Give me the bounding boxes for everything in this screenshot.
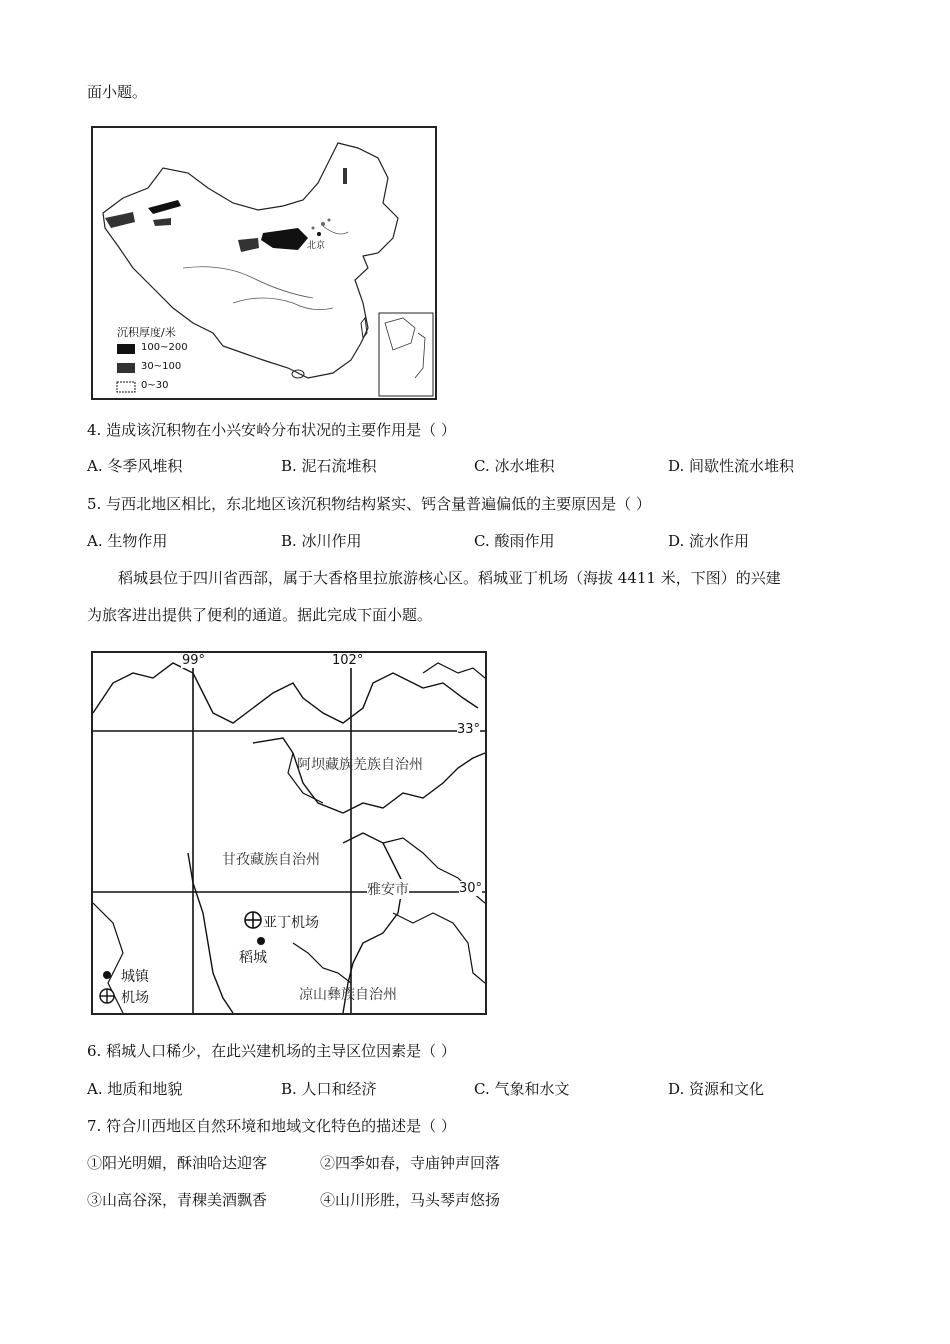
china-outline-graphic bbox=[93, 128, 435, 398]
legend-airport-label: 机场 bbox=[121, 990, 149, 1006]
legend-town-icon bbox=[103, 971, 111, 979]
q4-option-a[interactable]: A. 冬季风堆积 bbox=[87, 457, 183, 475]
label-lon-102: 102° bbox=[332, 653, 364, 668]
map1-legend-title: 沉积厚度/米 bbox=[117, 326, 176, 339]
intro-tail: 面小题。 bbox=[87, 83, 148, 101]
beijing-label: 北京 bbox=[307, 241, 326, 251]
q5-option-c[interactable]: C. 酸雨作用 bbox=[474, 532, 555, 550]
legend-swatch-thin bbox=[117, 382, 135, 392]
passage-line-2: 为旅客进出提供了便利的通道。据此完成下面小题。 bbox=[87, 606, 433, 624]
label-yading-airport: 亚丁机场 bbox=[263, 915, 319, 931]
map1-legend-label: 100~200 bbox=[141, 342, 188, 353]
q4-option-c[interactable]: C. 冰水堆积 bbox=[474, 457, 555, 475]
q7-item-1: ①阳光明媚，酥油哈达迎客 bbox=[87, 1154, 268, 1172]
sichuan-outline-graphic bbox=[93, 653, 485, 1013]
q6-option-a[interactable]: A. 地质和地貌 bbox=[87, 1080, 183, 1098]
deposit-thick-loess-plateau bbox=[261, 228, 308, 250]
q6-stem: 6. 稻城人口稀少，在此兴建机场的主导区位因素是（ ） bbox=[87, 1042, 456, 1060]
label-ganzi: 甘孜藏族自治州 bbox=[222, 852, 320, 868]
beijing-dot bbox=[317, 232, 321, 236]
south-china-sea-inset bbox=[379, 313, 433, 396]
sichuan-west-map bbox=[91, 651, 487, 1015]
q5-option-a[interactable]: A. 生物作用 bbox=[87, 532, 168, 550]
legend-swatch-thick bbox=[117, 344, 135, 354]
legend-airport-icon bbox=[100, 989, 114, 1003]
label-yaan: 雅安市 bbox=[367, 879, 409, 899]
q5-option-d[interactable]: D. 流水作用 bbox=[668, 532, 750, 550]
legend-swatch-medium bbox=[117, 363, 135, 373]
q7-item-4: ④山川形胜，马头琴声悠扬 bbox=[320, 1191, 501, 1209]
label-liangshan: 凉山彝族自治州 bbox=[299, 987, 397, 1003]
daocheng-town-marker bbox=[257, 937, 265, 945]
label-lat-30: 30° bbox=[459, 881, 483, 896]
q6-option-c[interactable]: C. 气象和水文 bbox=[474, 1080, 570, 1098]
q4-option-d[interactable]: D. 间歇性流水堆积 bbox=[668, 457, 795, 475]
label-daocheng: 稻城 bbox=[239, 950, 267, 966]
china-sediment-map bbox=[91, 126, 437, 400]
legend-town-label: 城镇 bbox=[121, 969, 149, 985]
q6-option-d[interactable]: D. 资源和文化 bbox=[668, 1080, 765, 1098]
q5-option-b[interactable]: B. 冰川作用 bbox=[281, 532, 362, 550]
yading-airport-icon bbox=[245, 912, 261, 928]
q4-option-b[interactable]: B. 泥石流堆积 bbox=[281, 457, 377, 475]
q4-stem: 4. 造成该沉积物在小兴安岭分布状况的主要作用是（ ） bbox=[87, 421, 456, 439]
map1-legend-label: 30~100 bbox=[141, 361, 182, 372]
label-lon-99: 99° bbox=[182, 653, 206, 668]
q7-item-2: ②四季如春，寺庙钟声回落 bbox=[320, 1154, 501, 1172]
label-aba: 阿坝藏族羌族自治州 bbox=[297, 757, 423, 773]
deposit-thick-xinjiang bbox=[148, 200, 181, 214]
q6-option-b[interactable]: B. 人口和经济 bbox=[281, 1080, 377, 1098]
q7-stem: 7. 符合川西地区自然环境和地域文化特色的描述是（ ） bbox=[87, 1117, 456, 1135]
q5-stem: 5. 与西北地区相比，东北地区该沉积物结构紧实、钙含量普遍偏低的主要原因是（ ） bbox=[87, 495, 651, 513]
label-lat-33: 33° bbox=[457, 722, 481, 737]
q7-item-3: ③山高谷深，青稞美酒飘香 bbox=[87, 1191, 268, 1209]
passage-line-1: 稻城县位于四川省西部，属于大香格里拉旅游核心区。稻城亚丁机场（海拔 4411 米，下图）的兴建 bbox=[118, 569, 781, 587]
map1-legend-label: 0~30 bbox=[141, 380, 169, 391]
